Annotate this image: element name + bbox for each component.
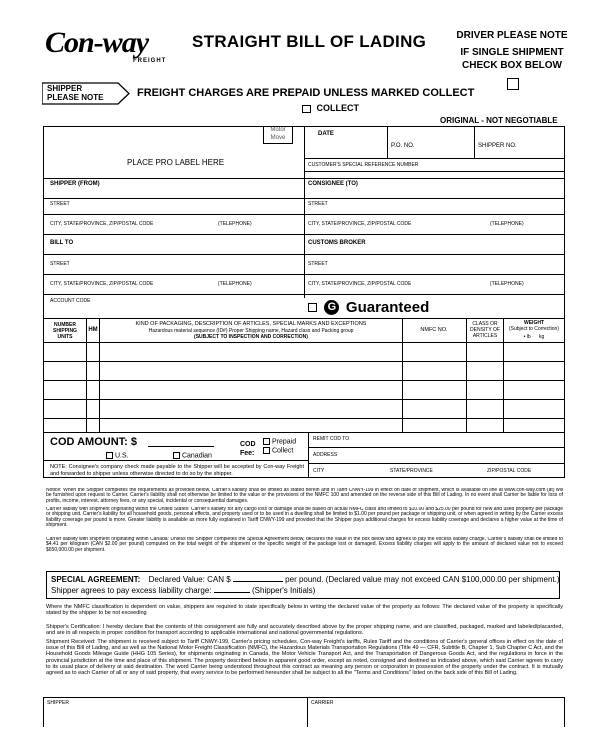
notice-text: Notice: When the Shipper completes the requirements as provided below, Carrier's liability shall be limited as stated herein and in Tariff CNWY-199 in effect on date of shipment, which is available on line at www.con-way.com (at) will be furnished upon request to Carrier. Carrier's liability shall not otherwise be limited to the value or the provisions of the NMFC 100 and amended on the reverse side of this Bill of Lading. In no event shall Carrier be liable for loss of profits, income, interest, attorney fees, or any special, incidental or consequential damages.	[46, 488, 563, 504]
special-agreement-line: SPECIAL AGREEMENT: Declared Value: CAN $ per pound. (Declared value may not exceed CAN $100,000.00 per shipment.)	[51, 575, 560, 584]
shipper-street[interactable]: STREET	[50, 201, 70, 207]
declared-value-input[interactable]	[233, 581, 283, 582]
col-number-units: NUMBER SHIPPING UNITS	[53, 322, 77, 340]
kg-option[interactable]: kg	[539, 334, 545, 340]
po-no-field[interactable]: P.O. NO.	[391, 143, 415, 149]
cod-city[interactable]: CITY	[313, 468, 325, 474]
cod-address[interactable]: ADDRESS	[313, 452, 338, 458]
received-text: Shipment Received: The shipment is received subject to Tariff CNWY-199, Carrier's pricing schedules, Con-way Freight's tariffs, Rules Tariff and the conditions of Carrier's general offices in effect on the date of issue of this Bill of Lading, and as well as the National Motor Freight Classification (NMFC), the Hazardous Materials Transportation Regulations (Title 49 — CFR, Subtitle B, Chapter 1, Sub Chapter C Act, and the Household Goods Mileage Guide (HHG 105 Series), for shipments originating in Canada, the Motor Vehicle Transport Act, and the Transportation of Dangerous Goods Act, and the regulations in force in the provincial jurisdiction at the time and place of this shipment. The property described below in apparent good order, except as noted, consigned and destined as indicated above, which said Carrier agrees to carry to its usual place of delivery at said destination. The word Carrier being understood throughout this contract as meaning any person or corporation in possession of the property under the contract. It is mutually agreed as to each Carrier of all or any of said property, that every service to be performed hereunder shall be subject to all the "Terms and Conditions" listed on the back side of this Bill of Lading.	[46, 639, 563, 677]
cod-collect-option[interactable]: Collect	[263, 447, 293, 455]
cod-amount-label: COD AMOUNT: $	[50, 436, 137, 448]
shipper-no-field[interactable]: SHIPPER NO.	[478, 143, 517, 149]
us-liability-text: Carrier liability with shipment originating within the United States: Carrier's liability for any cargo loss or damage shall be based on actual NMFC class and limited to $10.00 and $25.00 per pound for new and used property per package or shipping unit. Carrier's liability for all household goods, personal effects, and property used or to be used in a dwelling shall be limited to $1.00 per pound per package or shipping unit, or when agreed in writing by the Carrier excess liability coverage per pound is more. Greater liability is available as more fully explained in Tariff CNWY-199 and provided that the Shipper pays additional charges for excess liability coverage and declares a higher value at the time of shipment.	[46, 507, 563, 529]
consignee-telephone: (TELEPHONE)	[490, 221, 524, 227]
freight-charges-text: FREIGHT CHARGES ARE PREPAID UNLESS MARKED COLLECT	[137, 87, 475, 99]
collect-option[interactable]: COLLECT	[302, 103, 359, 113]
cod-state[interactable]: STATE/PROVINCE	[390, 468, 433, 474]
col-weight: WEIGHT (Subject to Correction) • lb kg	[508, 320, 560, 340]
collect-checkbox[interactable]	[302, 105, 311, 113]
page-title: STRAIGHT BILL OF LADING	[192, 32, 427, 51]
consignee-street[interactable]: STREET	[308, 201, 328, 207]
cod-prepaid-option[interactable]: Prepaid	[263, 438, 296, 446]
original-not-negotiable: ORIGINAL - NOT NEGOTIABLE	[440, 116, 558, 125]
broker-street[interactable]: STREET	[308, 261, 328, 267]
canadian-option[interactable]: Canadian	[173, 452, 212, 460]
signature-row	[43, 697, 565, 727]
guaranteed-icon: G	[324, 300, 339, 315]
col-description: KIND OF PACKAGING, DESCRIPTION OF ARTICLES, SPECIAL MARKS AND EXCEPTIONS Hazardous material sequence (ID#) Proper Shipping name, Hazard class and Packing group (SUBJECT TO INSPECTION AND CORRECTION)	[135, 321, 367, 340]
logo-sub: FREIGHT	[133, 58, 167, 64]
single-shipment-checkbox[interactable]	[507, 78, 519, 90]
remit-cod-to[interactable]: REMIT COD TO	[313, 436, 350, 442]
billto-street[interactable]: STREET	[50, 261, 70, 267]
consignee-city[interactable]: CITY, STATE/PROVINCE, ZIP/POSTAL CODE	[308, 221, 412, 227]
shipper-initials-input[interactable]	[214, 592, 250, 593]
shipper-city[interactable]: CITY, STATE/PROVINCE, ZIP/POSTAL CODE	[50, 221, 154, 227]
pro-label-area: PLACE PRO LABEL HERE	[127, 158, 225, 167]
canada-liability-text: Carrier liability with shipment originating within Canada: Unless the Shipper completes the Special Agreement below, declares the value in the box below and agrees to pay the excess liability charge, Carrier's liability shall be limited to $4.41 per kilogram (CAN $2.00 per pound) computed on the total weight of the shipment or the specific weight of the package lost or damaged. Excess liability charges will apply to the amount of declared value not to exceed $650,000.00 per shipment.	[46, 537, 563, 553]
shipper-telephone: (TELEPHONE)	[218, 221, 252, 227]
shipper-signature[interactable]: SHIPPER	[47, 700, 69, 706]
col-hm: HM	[88, 327, 98, 333]
billto-city[interactable]: CITY, STATE/PROVINCE, ZIP/POSTAL CODE	[50, 281, 154, 287]
conway-logo	[45, 26, 185, 70]
date-field[interactable]: DATE	[318, 131, 334, 137]
shipper-note-arrow: SHIPPER PLEASE NOTE	[42, 82, 130, 105]
broker-city[interactable]: CITY, STATE/PROVINCE, ZIP/POSTAL CODE	[308, 281, 412, 287]
customer-ref-field[interactable]: CUSTOMER'S SPECIAL REFERENCE NUMBER	[308, 162, 419, 168]
cod-note: NOTE: Consignee's company check made payable to the Shipper will be accepted by Con-way Freight and forwarded to shipper unless otherwise directed to do so by the shipper.	[50, 464, 304, 477]
customs-broker-field[interactable]: CUSTOMS BROKER	[308, 240, 366, 246]
carrier-signature[interactable]: CARRIER	[311, 700, 334, 706]
motor-move-box: Motor Move	[263, 126, 293, 144]
guaranteed-option[interactable]: G Guaranteed	[308, 299, 429, 319]
bill-to-field[interactable]: BILL TO	[50, 240, 74, 246]
account-code-field[interactable]: ACCOUNT CODE	[50, 298, 91, 304]
cod-fee-label: COD Fee:	[240, 441, 256, 457]
lb-option[interactable]: • lb	[523, 334, 531, 340]
shipper-from-field[interactable]: SHIPPER (FROM)	[50, 181, 100, 187]
us-option[interactable]: U.S.	[106, 452, 129, 460]
cod-amount-input[interactable]	[148, 446, 214, 447]
billto-telephone: (TELEPHONE)	[218, 281, 252, 287]
guaranteed-checkbox[interactable]	[308, 303, 317, 312]
col-nmfc: NMFC NO.	[420, 327, 448, 333]
broker-telephone: (TELEPHONE)	[490, 281, 524, 287]
consignee-to-field[interactable]: CONSIGNEE (TO)	[308, 181, 358, 187]
cod-zip[interactable]: ZIP/POSTAL CODE	[487, 468, 532, 474]
excess-liability-line: Shipper agrees to pay excess liability charge: (Shipper's Initials)	[51, 586, 316, 595]
driver-note: DRIVER PLEASE NOTE IF SINGLE SHIPMENT CHECK BOX BELOW	[456, 30, 568, 71]
logo-text: Con-way	[45, 26, 149, 59]
certification-text: Shipper's Certification: I hereby declare that the contents of this consignment are fully and accurately described above by the proper shipping name, and are classified, packaged, marked and labeled/placarded, and are in all respects in proper condition for transport according to applicable international and national governmental regulations.	[46, 624, 563, 636]
col-class: CLASS OR DENSITY OF ARTICLES	[470, 321, 500, 339]
nmfc-paragraph: Where the NMFC classification is dependent on value, shippers are required to state specifically below in writing the declared value of the property as follows: The declared value of the property is specifically stated by the shipper to be not exceeding	[46, 604, 563, 616]
